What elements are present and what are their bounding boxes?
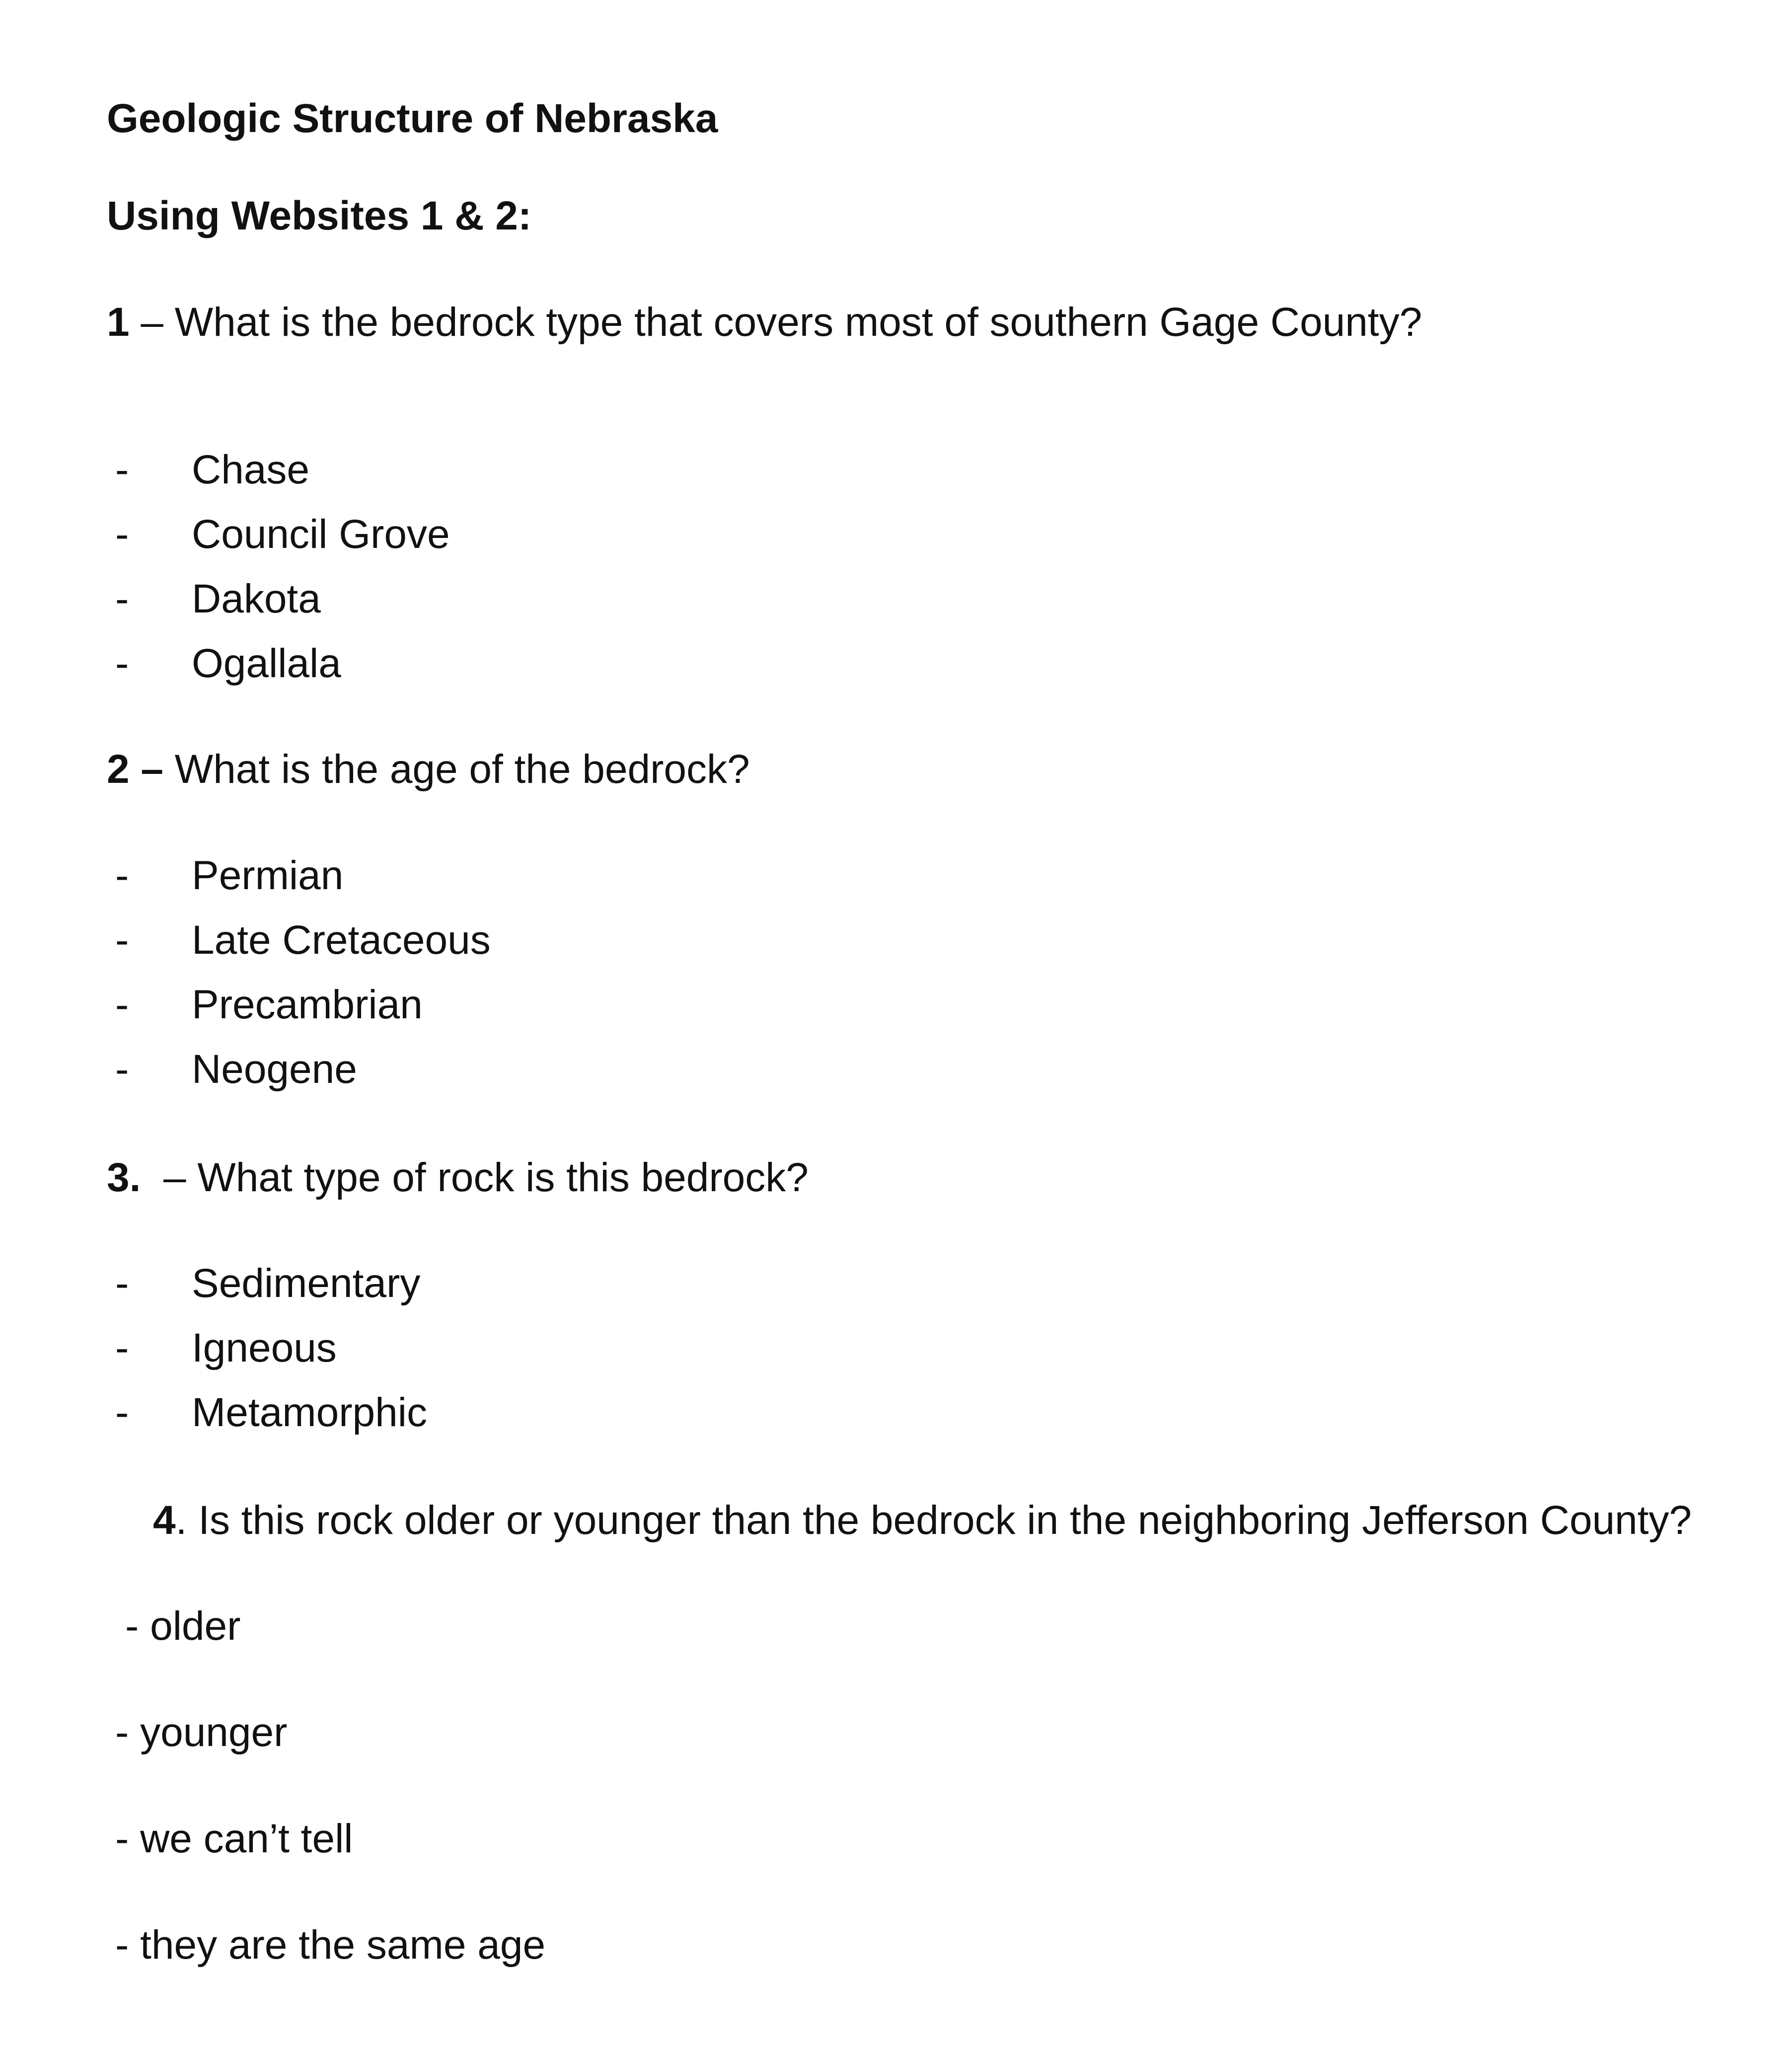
option-dash: -	[115, 982, 129, 1027]
page-title: Geologic Structure of Nebraska	[107, 96, 718, 141]
option-precambrian[interactable]: Precambrian	[192, 982, 423, 1027]
option-dash: -	[115, 447, 129, 492]
question-text: What is the age of the bedrock?	[174, 747, 750, 792]
option-ogallala[interactable]: Ogallala	[192, 641, 341, 686]
question-number: 2 –	[107, 747, 163, 792]
option-dash: -	[115, 1261, 129, 1306]
question-4	[153, 1500, 1692, 1541]
option-council-grove[interactable]: Council Grove	[192, 512, 450, 557]
option-same-age[interactable]: - they are the same age	[115, 1922, 546, 1968]
option-younger[interactable]: - younger	[115, 1710, 288, 1755]
question-3	[107, 1157, 809, 1198]
option-chase[interactable]: Chase	[192, 447, 310, 492]
option-older[interactable]: - older	[125, 1603, 241, 1649]
option-igneous[interactable]: Igneous	[192, 1325, 337, 1370]
option-cant-tell[interactable]: - we can’t tell	[115, 1816, 353, 1861]
question-text: What is the bedrock type that covers most of southern Gage County?	[174, 300, 1422, 345]
option-dash: -	[115, 641, 129, 686]
option-dash: -	[115, 576, 129, 621]
option-permian[interactable]: Permian	[192, 853, 344, 898]
question-separator: .	[175, 1498, 199, 1543]
option-late-cretaceous[interactable]: Late Cretaceous	[192, 917, 491, 963]
option-dash: -	[115, 1390, 129, 1435]
question-separator: –	[141, 1155, 198, 1200]
option-dash: -	[115, 512, 129, 557]
option-sedimentary[interactable]: Sedimentary	[192, 1261, 421, 1306]
question-separator: –	[129, 300, 175, 345]
option-neogene[interactable]: Neogene	[192, 1047, 357, 1092]
question-number: 4	[153, 1498, 176, 1543]
question-number: 3.	[107, 1155, 141, 1200]
question-2	[107, 749, 750, 790]
option-metamorphic[interactable]: Metamorphic	[192, 1390, 427, 1435]
option-dash: -	[115, 1325, 129, 1370]
option-dash: -	[115, 853, 129, 898]
option-dash: -	[115, 917, 129, 963]
option-dakota[interactable]: Dakota	[192, 576, 321, 621]
question-text: Is this rock older or younger than the bedrock in the neighboring Jefferson County?	[198, 1498, 1692, 1543]
option-dash: -	[115, 1047, 129, 1092]
question-text: What type of rock is this bedrock?	[197, 1155, 809, 1200]
question-number: 1	[107, 300, 130, 345]
question-1	[107, 302, 1422, 343]
instructions-heading: Using Websites 1 & 2:	[107, 193, 532, 238]
question-separator	[163, 747, 175, 792]
